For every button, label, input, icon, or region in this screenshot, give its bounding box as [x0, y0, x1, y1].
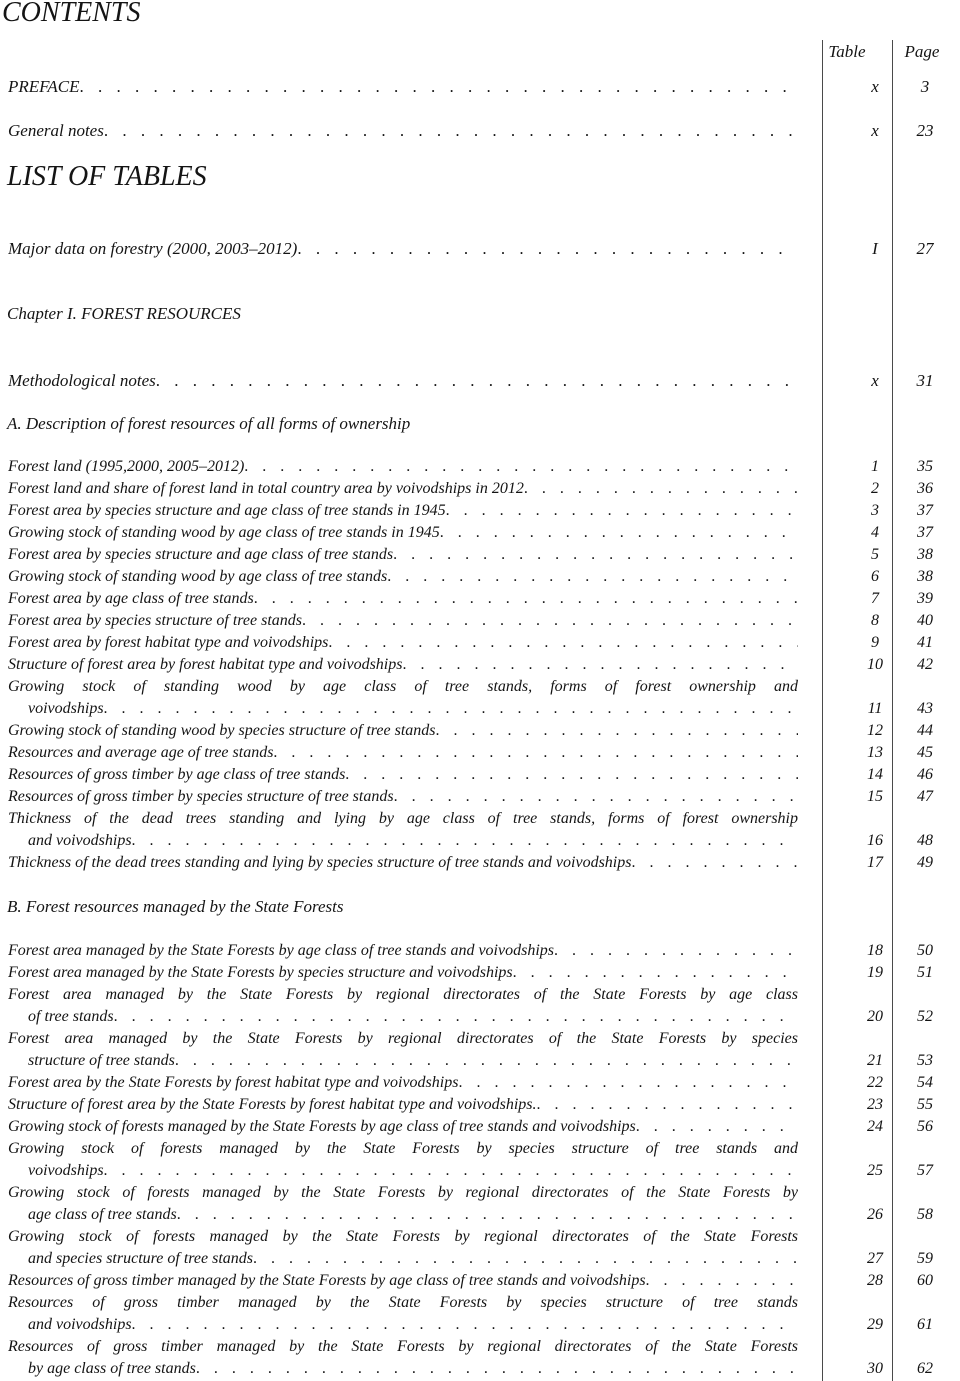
dot-leader	[537, 1094, 798, 1116]
page-number: 36	[917, 480, 933, 497]
entry-title-line: by age class of tree stands	[28, 1360, 196, 1377]
entry-title-line: voivodships	[28, 1162, 104, 1179]
entry-title	[8, 588, 798, 610]
entry-title-line: Forest land (1995,2000, 2005–2012)	[8, 458, 245, 475]
table-number: 9	[871, 634, 879, 651]
table-number: 2	[871, 480, 879, 497]
entry-title	[8, 742, 798, 764]
dot-leader	[436, 720, 798, 742]
entry-title	[8, 76, 798, 98]
entry-title	[8, 456, 798, 478]
dot-leader	[79, 76, 798, 98]
page-number: 50	[917, 942, 933, 959]
entry-title-line: Resources of gross timber managed by the State Forests by species structure of tree stands	[8, 1294, 798, 1311]
entry-title	[8, 962, 798, 984]
page-number: 38	[917, 568, 933, 585]
entry-title	[8, 1094, 798, 1116]
page-number: 55	[917, 1096, 933, 1113]
entry-title-line: Thickness of the dead trees standing and lying by age class of tree stands, forms of forest ownership	[8, 810, 798, 827]
page-number: 49	[917, 854, 933, 871]
entry-title-line: Resources of gross timber by age class of tree stands	[8, 766, 346, 783]
entry-title-line: voivodships	[28, 700, 104, 717]
entry-title-line: Methodological notes	[8, 371, 156, 390]
table-number: 4	[871, 524, 879, 541]
page-number: 56	[917, 1118, 933, 1135]
dot-leader	[440, 522, 798, 544]
table-number: 3	[871, 502, 879, 519]
entry-title	[8, 1226, 798, 1270]
page-number: 39	[917, 590, 933, 607]
entry-title	[8, 370, 798, 392]
page-number: 59	[917, 1250, 933, 1267]
entry-title-line: PREFACE	[8, 77, 80, 96]
entry-title	[8, 566, 798, 588]
table-number: 8	[871, 612, 879, 629]
entry-title-line: and voivodships	[28, 1316, 132, 1333]
entry-title	[8, 1270, 798, 1292]
table-number: 28	[867, 1272, 883, 1289]
table-number: 19	[867, 964, 883, 981]
entry-title	[8, 852, 798, 874]
entry-title-line: Resources of gross timber by species structure of tree stands	[8, 788, 394, 805]
section-b-heading: B. Forest resources managed by the State Forests	[7, 897, 344, 916]
entry-title-line: Thickness of the dead trees standing and lying by species structure of tree stands and voivodships	[8, 854, 632, 871]
entry-title-line: General notes	[8, 121, 104, 140]
page-number: 37	[917, 524, 933, 541]
entry-title-line: age class of tree stands	[28, 1206, 177, 1223]
dot-leader	[132, 1314, 798, 1336]
page-number: 37	[917, 502, 933, 519]
entry-title	[8, 808, 798, 852]
table-number: 25	[867, 1162, 883, 1179]
entry-title	[8, 1116, 798, 1138]
entry-title-line: Forest area by the State Forests by forest habitat type and voivodships	[8, 1074, 459, 1091]
dot-leader	[302, 610, 798, 632]
page-number: 58	[917, 1206, 933, 1223]
dot-leader	[646, 1270, 798, 1292]
table-column-rule	[822, 40, 823, 1381]
table-number: 10	[867, 656, 883, 673]
entry-title-line: and species structure of tree stands	[28, 1250, 254, 1267]
entry-title-line: Growing stock of forests managed by the State Forests by regional directorates of the State Forests by	[8, 1184, 798, 1201]
entry-title-line: Forest area managed by the State Forests by regional directorates of the State Forests by age class	[8, 986, 798, 1003]
dot-leader	[402, 654, 798, 676]
dot-leader	[446, 500, 798, 522]
dot-leader	[297, 238, 798, 260]
dot-leader	[273, 742, 798, 764]
entry-title-line: Forest area by species structure and age class of tree stands in 1945	[8, 502, 446, 519]
entry-title	[8, 786, 798, 808]
entry-title-line: Major data on forestry (2000, 2003–2012)	[8, 239, 298, 258]
page-number: 57	[917, 1162, 933, 1179]
page-number: 35	[917, 458, 933, 475]
table-number: 15	[867, 788, 883, 805]
entry-title-line: Resources of gross timber managed by the State Forests by age class of tree stands and voivodships	[8, 1272, 646, 1289]
page-number: 53	[917, 1052, 933, 1069]
dot-leader	[387, 566, 798, 588]
page-number: 3	[920, 77, 930, 96]
entry-title	[8, 238, 798, 260]
entry-title	[8, 676, 798, 720]
dot-leader	[132, 830, 798, 852]
contents-heading: CONTENTS	[2, 0, 141, 28]
entry-title	[8, 478, 798, 500]
dot-leader	[636, 1116, 798, 1138]
dot-leader	[554, 940, 798, 962]
entry-title-line: Growing stock of forests managed by the State Forests by age class of tree stands and voivodships	[8, 1118, 636, 1135]
table-number: I	[872, 239, 878, 258]
table-number: 11	[867, 700, 883, 717]
dot-leader	[394, 786, 798, 808]
page-number: 48	[917, 832, 933, 849]
list-of-tables-heading: LIST OF TABLES	[7, 161, 207, 192]
page-number: 38	[917, 546, 933, 563]
entry-title	[8, 1028, 798, 1072]
entry-title	[8, 1138, 798, 1182]
dot-leader	[524, 478, 798, 500]
dot-leader	[175, 1050, 798, 1072]
entry-title	[8, 1072, 798, 1094]
page-number: 43	[917, 700, 933, 717]
dot-leader	[345, 764, 798, 786]
entry-title-line: Growing stock of standing wood by age class of tree stands	[8, 568, 388, 585]
page-number: 40	[917, 612, 933, 629]
entry-title	[8, 940, 798, 962]
entry-title-line: Structure of forest area by the State Forests by forest habitat type and voivodships.	[8, 1096, 537, 1113]
page-number: 23	[916, 121, 934, 140]
table-number: 26	[867, 1206, 883, 1223]
table-number: 17	[867, 854, 883, 871]
chapter-heading: Chapter I. FOREST RESOURCES	[7, 304, 241, 323]
entry-title-line: structure of tree stands	[28, 1052, 175, 1069]
page-number: 27	[916, 239, 934, 258]
entry-title	[8, 120, 798, 142]
entry-title	[8, 984, 798, 1028]
table-column-header: Table	[828, 42, 866, 61]
table-number: 1	[871, 458, 879, 475]
dot-leader	[177, 1204, 798, 1226]
page-column-header: Page	[904, 42, 940, 61]
dot-leader	[244, 456, 798, 478]
page-number: 46	[917, 766, 933, 783]
page-number: 41	[917, 634, 933, 651]
table-number: 23	[867, 1096, 883, 1113]
table-number: 5	[871, 546, 879, 563]
dot-leader	[156, 370, 798, 392]
entry-title-line: Forest area managed by the State Forests by regional directorates of the State Forests by species	[8, 1030, 798, 1047]
entry-title-line: Forest area by forest habitat type and voivodships	[8, 634, 329, 651]
page-number: 45	[917, 744, 933, 761]
entry-title-line: Growing stock of forests managed by the State Forests by regional directorates of the State Forests	[8, 1228, 798, 1245]
page-number: 44	[917, 722, 933, 739]
dot-leader	[104, 1160, 798, 1182]
entry-title-line: Forest area managed by the State Forests by species structure and voivodships	[8, 964, 513, 981]
page-number: 62	[917, 1360, 933, 1377]
dot-leader	[253, 1248, 798, 1270]
entry-title-line: Resources of gross timber managed by the State Forests by regional directorates of the State Forests	[8, 1338, 798, 1355]
entry-title	[8, 522, 798, 544]
dot-leader	[254, 588, 798, 610]
table-number: 13	[867, 744, 883, 761]
section-a-heading: A. Description of forest resources of all forms of ownership	[7, 414, 411, 433]
table-number: 12	[867, 722, 883, 739]
entry-title	[8, 1292, 798, 1336]
dot-leader	[631, 852, 798, 874]
entry-title-line: of tree stands	[28, 1008, 114, 1025]
table-number: 30	[867, 1360, 883, 1377]
page-number: 52	[917, 1008, 933, 1025]
table-number: 14	[867, 766, 883, 783]
dot-leader	[513, 962, 798, 984]
table-number: 7	[871, 590, 879, 607]
entry-title	[8, 1182, 798, 1226]
entry-title	[8, 500, 798, 522]
page-number: 51	[917, 964, 933, 981]
entry-title	[8, 632, 798, 654]
entry-title	[8, 544, 798, 566]
table-number: x	[871, 371, 879, 390]
entry-title	[8, 764, 798, 786]
dot-leader	[458, 1072, 798, 1094]
table-number: 6	[871, 568, 879, 585]
entry-title-line: Forest area by species structure and age class of tree stands	[8, 546, 394, 563]
entry-title-line: Resources and average age of tree stands	[8, 744, 274, 761]
page-number: 61	[917, 1316, 933, 1333]
table-number: 18	[867, 942, 883, 959]
table-number: 27	[867, 1250, 883, 1267]
entry-title	[8, 720, 798, 742]
page-number: 47	[917, 788, 933, 805]
entry-title-line: Forest land and share of forest land in total country area by voivodships in 2012	[8, 480, 524, 497]
entry-title-line: Growing stock of standing wood by age class of tree stands, forms of forest ownership and	[8, 678, 798, 695]
dot-leader	[104, 120, 798, 142]
dot-leader	[196, 1358, 798, 1380]
dot-leader	[328, 632, 798, 654]
table-number: x	[871, 121, 879, 140]
entry-title-line: Growing stock of standing wood by age class of tree stands in 1945	[8, 524, 440, 541]
entry-title-line: Growing stock of standing wood by species structure of tree stands	[8, 722, 436, 739]
entry-title-line: Structure of forest area by forest habitat type and voivodships	[8, 656, 403, 673]
page-number: 54	[917, 1074, 933, 1091]
table-number: x	[871, 77, 879, 96]
entry-title	[8, 1336, 798, 1380]
table-number: 21	[867, 1052, 883, 1069]
entry-title-line: and voivodships	[28, 832, 132, 849]
entry-title	[8, 654, 798, 676]
table-number: 29	[867, 1316, 883, 1333]
entry-title-line: Forest area managed by the State Forests by age class of tree stands and voivodships	[8, 942, 554, 959]
entry-title	[8, 610, 798, 632]
table-number: 20	[867, 1008, 883, 1025]
page-number: 42	[917, 656, 933, 673]
table-number: 24	[867, 1118, 883, 1135]
entry-title-line: Growing stock of forests managed by the State Forests by species structure of tree stands and	[8, 1140, 798, 1157]
table-number: 16	[867, 832, 883, 849]
page-number: 60	[917, 1272, 933, 1289]
page-number: 31	[916, 371, 934, 390]
entry-title-line: Forest area by age class of tree stands	[8, 590, 254, 607]
dot-leader	[104, 698, 798, 720]
dot-leader	[393, 544, 798, 566]
table-number: 22	[867, 1074, 883, 1091]
entry-title-line: Forest area by species structure of tree stands	[8, 612, 303, 629]
dot-leader	[114, 1006, 798, 1028]
